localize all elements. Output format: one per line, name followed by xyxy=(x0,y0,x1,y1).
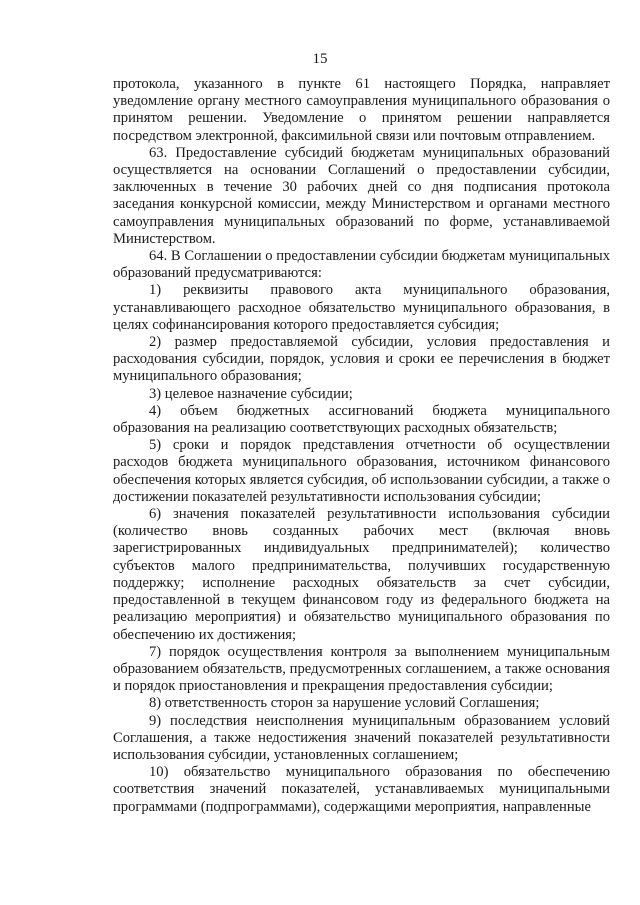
list-item-3: 3) целевое назначение субсидии; xyxy=(149,385,353,402)
list-item-2: 2) размер предоставляемой субсидии, условия предоставления и расходования субсидии, порядок, условия и сроки ее перечисления в бюджет муниципального образования; xyxy=(113,334,610,385)
paragraph-continuation: протокола, указанного в пункте 61 настоящего Порядка, направляет уведомление органу местного самоуправления муниципального образования о принятом решении. Уведомление о принятом решении направляется посредством электронной, факсимильной связи или почтовым отправлением. xyxy=(113,76,610,144)
list-item-9: 9) последствия неисполнения муниципальным образованием условий Соглашения, а также недостижения значений показателей результативности использования субсидии, установленных соглашением; xyxy=(113,712,610,763)
page-number: 15 xyxy=(312,51,328,67)
list-item-8: 8) ответственность сторон за нарушение условий Соглашения; xyxy=(149,695,540,712)
list-item-1: 1) реквизиты правового акта муниципального образования, устанавливающего расходное обязательство муниципального образования, в целях софинансирования которого предоставляется субсидия; xyxy=(113,282,610,333)
document-body xyxy=(113,76,610,816)
paragraph-64: 64. В Соглашении о предоставлении субсидии бюджетам муниципальных образований предусматриваются: xyxy=(113,248,610,282)
list-item-4: 4) объем бюджетных ассигнований бюджета муниципального образования на реализацию соответствующих расходных обязательств; xyxy=(113,402,610,437)
paragraph-63: 63. Предоставление субсидий бюджетам муниципальных образований осуществляется на основании Соглашений о предоставлении субсидии, заключенных в течение 30 рабочих дней со дня подписания протокола заседания конкурсной комиссии, между Министерством и органами местного самоуправления муниципальных образований по форме, устанавливаемой Министерством. xyxy=(113,144,610,247)
list-item-6: 6) значения показателей результативности использования субсидии (количество вновь созданных рабочих мест (включая вновь зарегистрированных индивидуальных предпринимателей); количество субъектов малого предпринимательства, получивших государственную поддержку; исполнение расходных обязательств за счет субсидии, предоставленной в текущем финансовом году из федерального бюджета на реализацию мероприятия) и обязательство муниципального образования по обеспечению их достижения; xyxy=(113,506,610,643)
list-item-10: 10) обязательство муниципального образования по обеспечению соответствия значений показателей, устанавливаемых муниципальными программами (подпрограммами), содержащими мероприятия, направленные xyxy=(113,764,610,815)
list-item-7: 7) порядок осуществления контроля за выполнением муниципальным образованием обязательств, предусмотренных соглашением, а также основания и порядок приостановления и прекращения предоставления субсидии; xyxy=(113,643,610,695)
list-item-5: 5) сроки и порядок представления отчетности об осуществлении расходов бюджета муниципального образования, источником финансового обеспечения которых является субсидия, об использовании субсидии, а также о достижении показателей результативности использования субсидии; xyxy=(113,437,610,505)
